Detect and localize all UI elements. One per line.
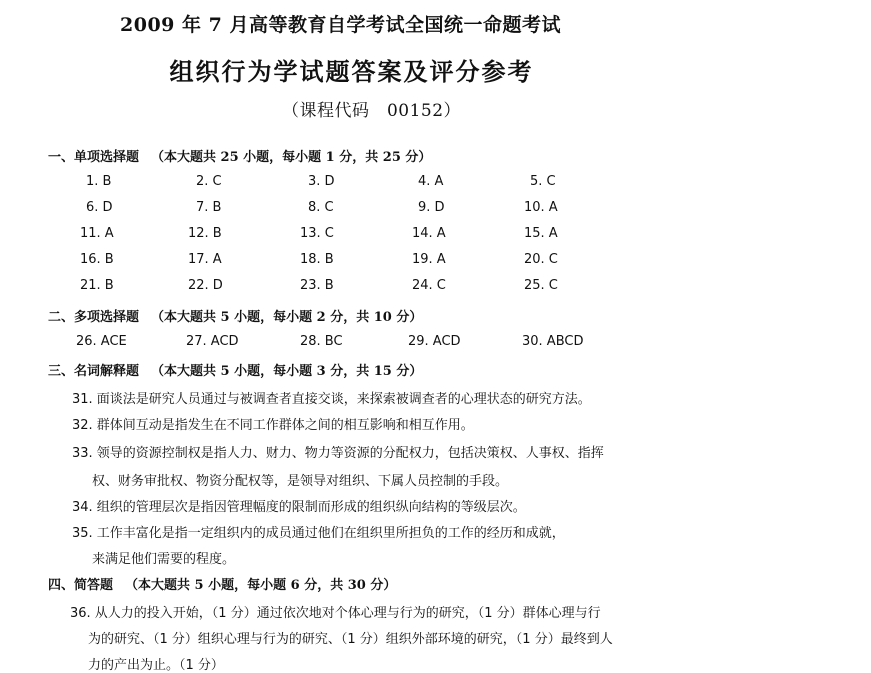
answer-cell: 9. D (418, 200, 445, 215)
answer-cell: 26. ACE (76, 334, 127, 349)
answer-cell: 4. A (418, 174, 444, 189)
section-2-note: （本大题共 5 小题，每小题 2 分，共 10 分） (151, 310, 423, 325)
answer-cell: 25. C (524, 278, 558, 293)
answer-cell: 7. B (196, 200, 222, 215)
answer-cell: 17. A (188, 252, 222, 267)
answer-paragraph: 34. 组织的管理层次是指因管理幅度的限制而形成的组织纵向结构的等级层次。 (72, 500, 526, 515)
answer-paragraph: 35. 工作丰富化是指一定组织内的成员通过他们在组织里所担负的工作的经历和成就， (72, 526, 565, 541)
answer-cell: 14. A (412, 226, 446, 241)
section-1-title: 一、单项选择题 (48, 150, 140, 165)
answer-cell: 12. B (188, 226, 222, 241)
answer-paragraph: 32. 群体间互动是指发生在不同工作群体之间的相互影响和相互作用。 (72, 418, 474, 433)
answer-cell: 21. B (80, 278, 114, 293)
answer-paragraph-continued: 为的研究、（1 分）组织心理与行为的研究、（1 分）组织外部环境的研究，（1 分）最终到人 (88, 632, 613, 647)
answer-cell: 15. A (524, 226, 558, 241)
course-code: （课程代码 00152） (281, 101, 462, 121)
answer-cell: 5. C (530, 174, 556, 189)
section-4-title: 四、简答题 (48, 578, 114, 593)
answer-cell: 23. B (300, 278, 334, 293)
section-3-heading (48, 360, 422, 379)
section-2-title: 二、多项选择题 (48, 310, 140, 325)
answer-cell: 10. A (524, 200, 558, 215)
answer-cell: 27. ACD (186, 334, 239, 349)
answer-cell: 22. D (188, 278, 223, 293)
answer-cell: 1. B (86, 174, 112, 189)
answer-paragraph-continued: 权、财务审批权、物资分配权等，是领导对组织、下属人员控制的手段。 (92, 474, 509, 489)
paper-title: 组织行为学试题答案及评分参考 (169, 57, 534, 86)
answer-paragraph: 33. 领导的资源控制权是指人力、财力、物力等资源的分配权力，包括决策权、人事权、指挥 (72, 446, 604, 461)
answer-cell: 18. B (300, 252, 334, 267)
answer-paragraph-continued: 力的产出为止。（1 分） (88, 658, 224, 673)
answer-cell: 11. A (80, 226, 114, 241)
answer-cell: 30. ABCD (522, 334, 584, 349)
section-4-heading (48, 574, 396, 593)
answer-paragraph: 36. 从人力的投入开始，（1 分）通过依次地对个体心理与行为的研究，（1 分）群体心理与行 (70, 606, 601, 621)
exam-header: 2009 年 7 月高等教育自学考试全国统一命题考试 (120, 14, 561, 36)
section-4-note: （本大题共 5 小题，每小题 6 分，共 30 分） (125, 578, 397, 593)
section-3-title: 三、名词解释题 (48, 364, 140, 379)
answer-cell: 19. A (412, 252, 446, 267)
answer-cell: 2. C (196, 174, 222, 189)
section-3-note: （本大题共 5 小题，每小题 3 分，共 15 分） (151, 364, 423, 379)
section-1-note: （本大题共 25 小题，每小题 1 分，共 25 分） (151, 150, 432, 165)
answer-cell: 3. D (308, 174, 335, 189)
answer-cell: 24. C (412, 278, 446, 293)
answer-cell: 28. BC (300, 334, 343, 349)
answer-paragraph-continued: 来满足他们需要的程度。 (92, 552, 236, 567)
section-2-heading (48, 306, 422, 325)
answer-paragraph: 31. 面谈法是研究人员通过与被调查者直接交谈，来探索被调查者的心理状态的研究方法。 (72, 392, 591, 407)
answer-cell: 29. ACD (408, 334, 461, 349)
answer-cell: 8. C (308, 200, 334, 215)
section-1-heading (48, 146, 431, 165)
answer-cell: 16. B (80, 252, 114, 267)
answer-cell: 6. D (86, 200, 113, 215)
answer-cell: 13. C (300, 226, 334, 241)
answer-cell: 20. C (524, 252, 558, 267)
